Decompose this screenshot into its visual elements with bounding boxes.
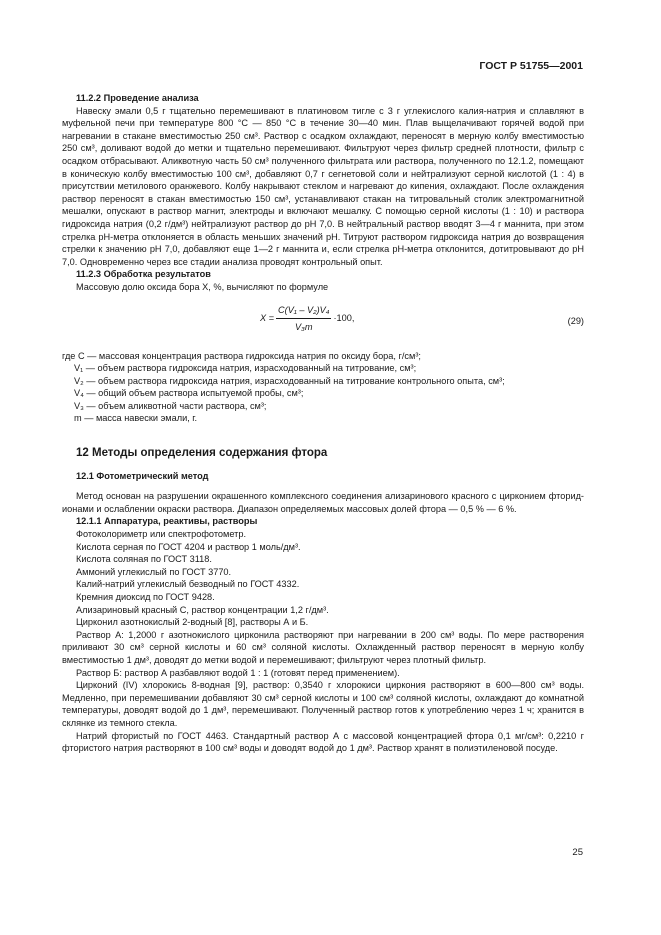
list-item: Ализариновый красный С, раствор концентрации 1,2 г/дм³. xyxy=(76,604,329,615)
equation-number: (29) xyxy=(567,315,584,326)
legend-v2: V₂ — объем раствора гидроксида натрия, израсходованный на титрование контрольного опыта, см³; xyxy=(74,375,505,386)
paragraph-method-basis: Метод основан на разрушении окрашенного комплексного соединения ализаринового красного с цирконием фторид-ионами и ослаблении окраски раствора. Диапазон определяемых массовых долей фтора — 0,5 % — 6 %. xyxy=(62,491,584,514)
formula-lhs: X = xyxy=(260,313,275,324)
paragraph-analysis-procedure: Навеску эмали 0,5 г тщательно перемешивают в платиновом тигле с 3 г углекислого калия-натрия и сплавляют в муфельной печи при температуре 800 °С — 850 °С в течение 30—40 мин. Плав выщелачивают горячей водой при нагревании в стакане вместимостью 250 см³. Раствор с осадком охлаждают, переносят в мерную колбу вместимостью 250 см³, доливают водой до метки и тщательно перемешивают. Фильтруют через фильтр средней плотности, фильтр с осадком отбрасывают. Аликвотную часть 50 см³ полученного фильтрата или раствора, полученного по 12.1.2, помещают в коническую колбу вместимостью 100 см³, добавляют 0,7 г сегнетовой соли и нейтрализуют серной кислотой (1 : 4) в присутствии метилового оранжевого. Колбу накрывают стеклом и нагревают до кипения, охлаждают. После охлаждения раствор переносят в стакан вместимостью 150 см³, устанавливают стакан на титровальный столик электромагнитной мешалки, опускают в раствор магнит, электроды и включают мешалку. С помощью серной кислоты (1 : 10) и раствора гидроксида натрия (0,2 г/дм³) нейтрализуют раствор до рН 7,0. В нейтральный раствор вводят 3—4 г маннита, при этом стрелка рН-метра отклоняется в область меньших значений рН. Титруют раствором гидроксида натрия до возвращения стрелки к значению рН 7,0, добавляют еще 1—2 г маннита и, если стрелка рН-метра отклонится, дотитровывают до рН 7,0. Одновременно через все стадии анализа проводят контрольный опыт. xyxy=(62,105,584,267)
formula-expression xyxy=(260,304,354,334)
list-item: Кислота серная по ГОСТ 4204 и раствор 1 моль/дм³. xyxy=(76,541,301,552)
legend-v3: V₃ — объем аликвотной части раствора, см³; xyxy=(74,400,267,411)
formula-tail: ·100, xyxy=(333,313,355,324)
legend-m: m — масса навески эмали, г. xyxy=(74,413,198,424)
paragraph-zirconium-solution: Цирконий (IV) хлорокись 8-водная [9], раствор: 0,3540 г хлорокиси циркония растворяют в 600—800 см³ воды. Медленно, при перемешивании добавляют 30 см³ серной кислоты и 100 см³ соляной кислоты, охлаждают до комнатной температуры, доводят водой до 1 дм³, перемешивают. Полученный раствор готов к употреблению через 1 ч; хранится в склянке из темного стекла. xyxy=(62,680,584,728)
formula-numerator: C(V₁ – V₂)V₄ xyxy=(276,304,331,320)
paragraph-sodium-fluoride: Натрий фтористый по ГОСТ 4463. Стандартный раствор А с массовой концентрацией фтора 0,1 мг/см³: 0,2210 г фтористого натрия растворяют в 100 см³ воды и доводят водой до 1 дм³. Раствор хранят в полиэтиленовой посуде. xyxy=(62,730,584,754)
list-item: Аммоний углекислый по ГОСТ 3770. xyxy=(76,566,232,577)
legend-c: где C — массовая концентрация раствора гидроксида натрия по оксиду бора, г/см³; xyxy=(62,350,421,361)
heading-11-2-2: 11.2.2 Проведение анализа xyxy=(76,93,199,103)
page-number: 25 xyxy=(572,847,583,858)
legend-v1: V₁ — объем раствора гидроксида натрия, израсходованный на титрование, см³; xyxy=(74,363,417,374)
section-12-title: 12 Методы определения содержания фтора xyxy=(76,447,328,460)
heading-11-2-3: 11.2.3 Обработка результатов xyxy=(76,269,211,280)
heading-12-1: 12.1 Фотометрический метод xyxy=(76,470,209,481)
standard-number: ГОСТ Р 51755—2001 xyxy=(479,60,583,72)
list-item: Кислота соляная по ГОСТ 3118. xyxy=(76,554,212,565)
list-item: Фотоколориметр или спектрофотометр. xyxy=(76,529,247,540)
formula-fraction xyxy=(276,304,331,334)
formula-denominator: V₃m xyxy=(295,322,313,333)
paragraph-solution-b: Раствор Б: раствор А разбавляют водой 1 : 1 (готовят перед применением). xyxy=(76,667,400,678)
legend-v4: V₄ — общий объем раствора испытуемой пробы, см³; xyxy=(74,388,304,399)
list-item: Цирконил азотнокислый 2-водный [8], растворы А и Б. xyxy=(76,617,309,628)
paragraph-solution-a: Раствор А: 1,2000 г азотнокислого цирконила растворяют при нагревании в 200 см³ воды. По мере растворения приливают 30 см³ серной кислоты и 60 см³ соляной кислоты. Охлажденный раствор переносят в мерную колбу вместимостью 1 дм³, доводят до метки водой и перемешивают; фильтруют через плотный фильтр. xyxy=(62,629,584,665)
paragraph-formula-intro: Массовую долю оксида бора X, %, вычисляют по формуле xyxy=(76,281,329,292)
page-body xyxy=(62,92,584,755)
formula-29 xyxy=(62,304,584,342)
heading-12-1-1: 12.1.1 Аппаратура, реактивы, растворы xyxy=(76,516,258,527)
list-item: Кремния диоксид по ГОСТ 9428. xyxy=(76,592,215,602)
list-item: Калий-натрий углекислый безводный по ГОСТ 4332. xyxy=(76,579,300,590)
